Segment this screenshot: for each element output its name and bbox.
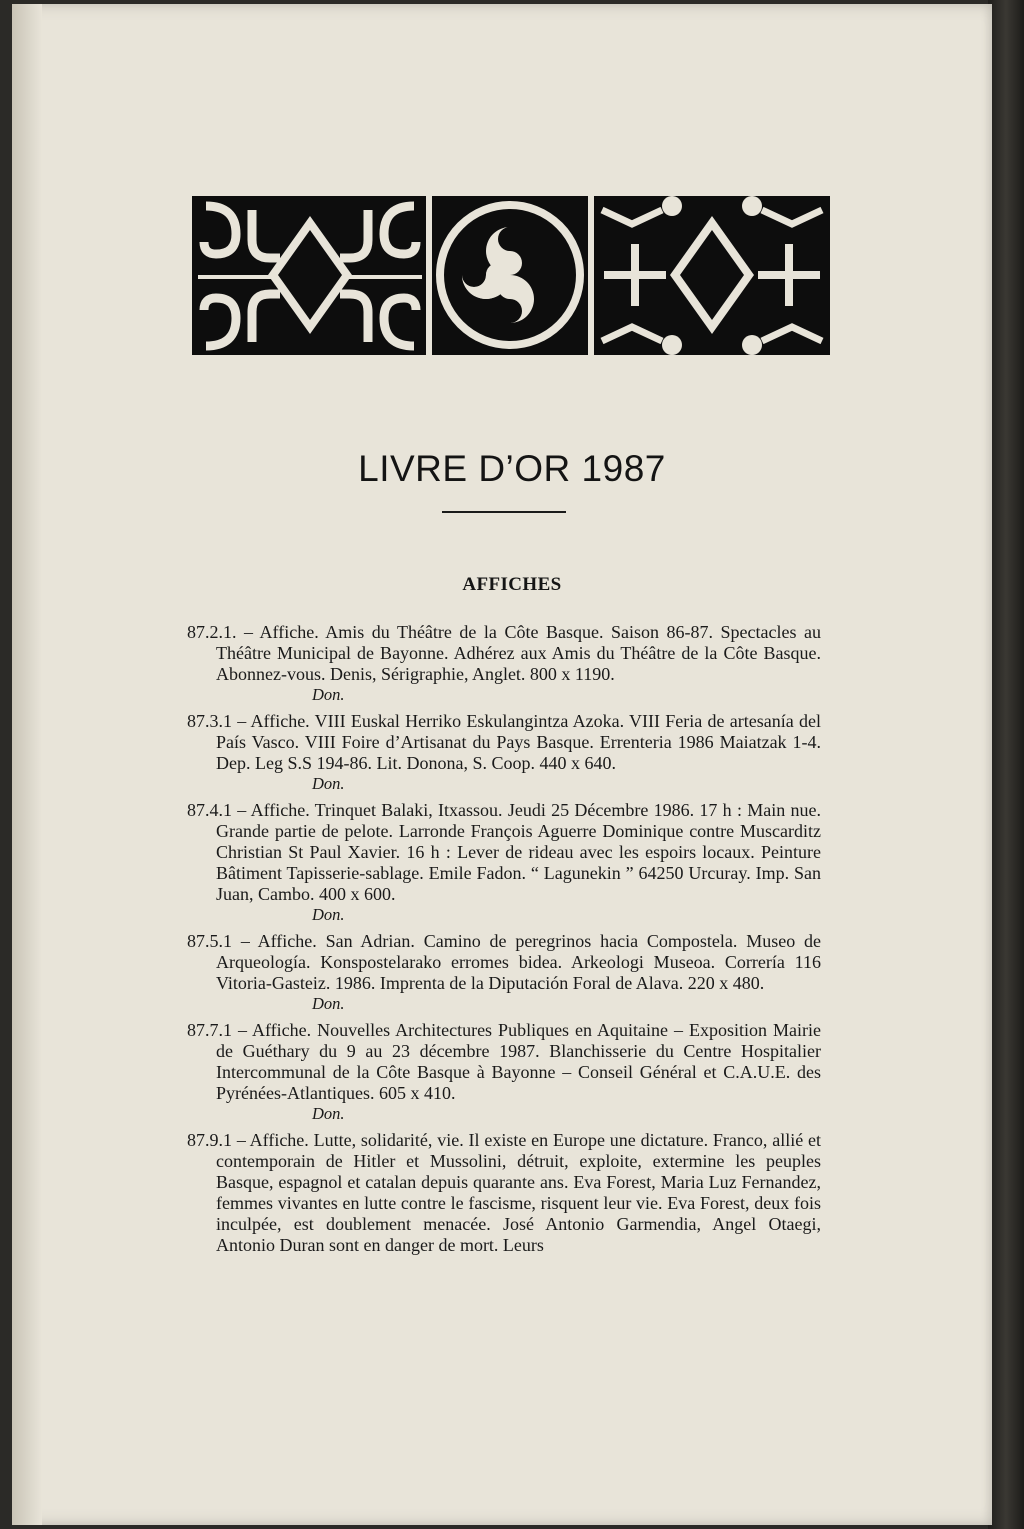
title-divider	[442, 511, 566, 513]
catalog-entry	[187, 622, 821, 705]
entry-provenance: Don.	[312, 1104, 345, 1123]
book-spine-edge	[988, 0, 1024, 1529]
entry-provenance: Don.	[312, 774, 345, 793]
catalog-entry	[187, 1130, 821, 1256]
entry-text: 87.5.1 – Affiche. San Adrian. Camino de peregrinos hacia Compostela. Museo de Arqueología. Konspostelarako erromes bidea. Arkeologi Museoa. Correría 116 Vitoria-Gasteiz. 1986. Imprenta de la Diputación Foral de Alava. 220 x 480.	[187, 931, 821, 993]
entry-text: 87.3.1 – Affiche. VIII Euskal Herriko Eskulangintza Azoka. VIII Feria de artesanía del País Vasco. VIII Foire d’Artisanat du Pays Basque. Errenteria 1986 Maiatzak 1-4. Dep. Leg S.S 194-86. Lit. Donona, S. Coop. 440 x 640.	[187, 711, 821, 773]
basque-ornament-banner	[192, 196, 830, 355]
catalog-entry	[187, 711, 821, 794]
entry-text: 87.4.1 – Affiche. Trinquet Balaki, Itxassou. Jeudi 25 Décembre 1986. 17 h : Main nue. Grande partie de pelote. Larronde François Aguerre Dominique contre Muscarditz Christian St Paul Xavier. 16 h : Lever de rideau avec les espoirs locaux. Peinture Bâtiment Tapisserie-sablage. Emile Fadon. “ Lagunekin ” 64250 Urcuray. Imp. San Juan, Cambo. 400 x 600.	[187, 800, 821, 904]
page-title: LIVRE D’OR 1987	[358, 448, 666, 489]
entry-provenance: Don.	[312, 994, 345, 1013]
entry-provenance: Don.	[312, 685, 345, 704]
entry-text: 87.9.1 – Affiche. Lutte, solidarité, vie. Il existe en Europe une dictature. Franco, allié et contemporain de Hitler et Mussolini, détruit, exploite, extermine les peuples Basque, espagnol et catalan depuis quarante ans. Eva Forest, Maria Luz Fernandez, femmes vivantes en lutte contre le fascisme, risquent leur vie. Eva Forest, deux fois inculpée, est doublement menacée. José Antonio Garmendia, Angel Otaegi, Antonio Duran sont en danger de mort. Leurs	[187, 1130, 821, 1255]
binding-shadow	[12, 4, 42, 1525]
entry-text: 87.7.1 – Affiche. Nouvelles Architectures Publiques en Aquitaine – Exposition Mairie de Guéthary du 9 au 23 décembre 1987. Blanchisserie du Centre Hospitalier Intercommunal de la Côte Basque à Bayonne – Conseil Général et C.A.U.E. des Pyrénées-Atlantiques. 605 x 410.	[187, 1020, 821, 1103]
catalog-entry	[187, 931, 821, 1014]
section-heading: AFFICHES	[462, 574, 562, 595]
basque-ornament-left-icon	[198, 206, 422, 346]
basque-ornament-right-icon	[602, 196, 822, 355]
entry-text: 87.2.1. – Affiche. Amis du Théâtre de la Côte Basque. Saison 86-87. Spectacles au Théâtre Municipal de Bayonne. Adhérez aux Amis du Théâtre de la Côte Basque. Abonnez-vous. Denis, Sérigraphie, Anglet. 800 x 1190.	[187, 622, 821, 684]
catalog-entry	[187, 1020, 821, 1124]
catalog-entries	[187, 622, 821, 1262]
entry-provenance: Don.	[312, 905, 345, 924]
catalog-entry	[187, 800, 821, 925]
